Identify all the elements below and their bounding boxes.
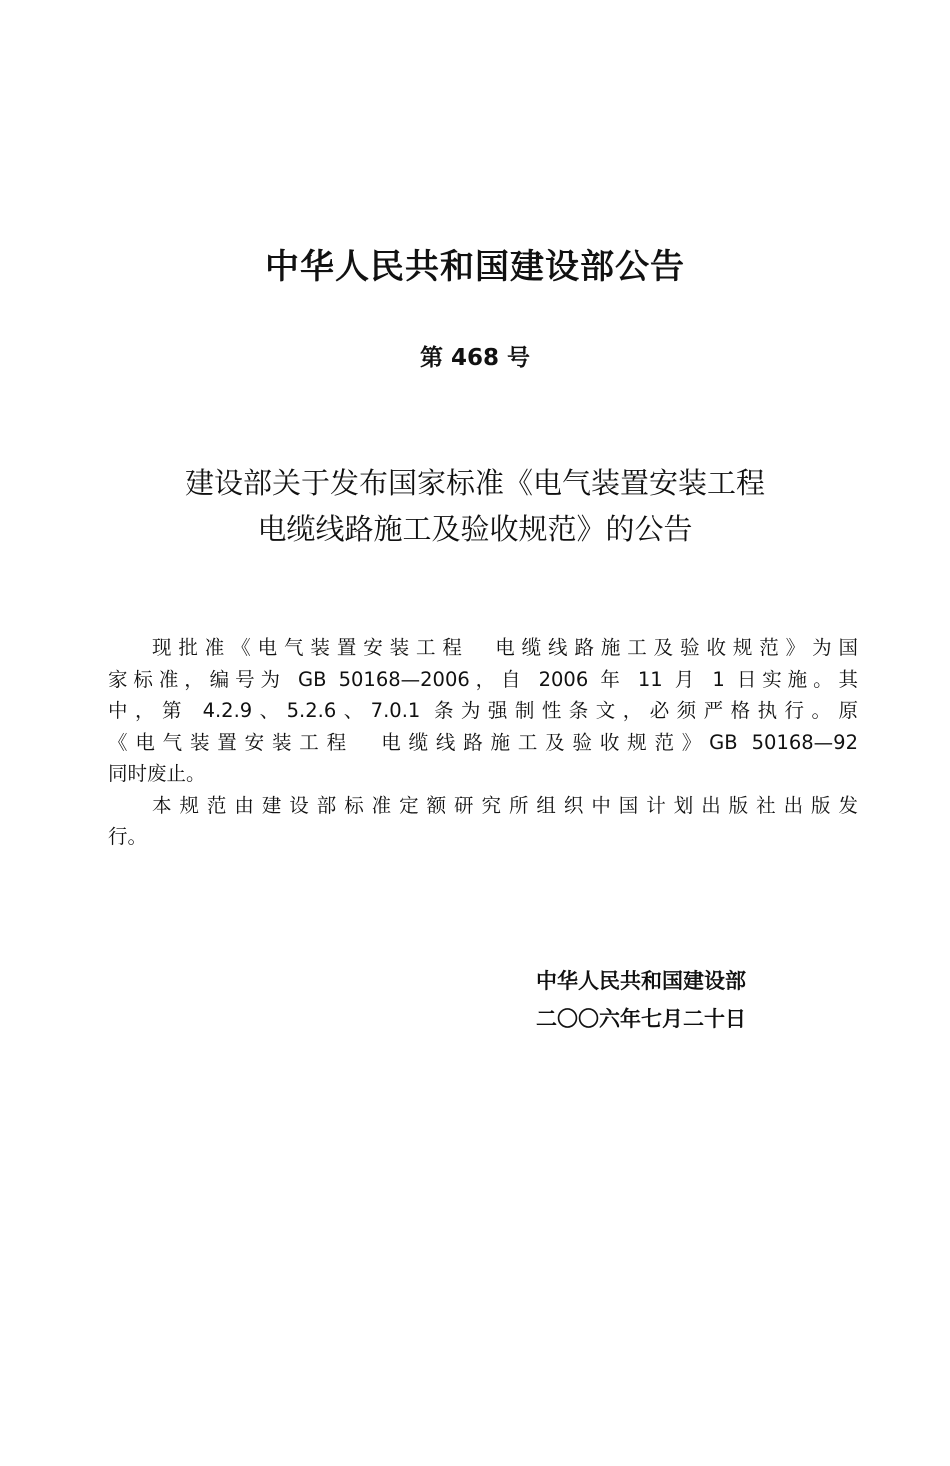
announcement-number: 第 468 号 (419, 345, 531, 371)
body-line: 行。 (108, 825, 148, 848)
body-line: 本规范由建设部标准定额研究所组织中国计划出版社出版发 (152, 793, 858, 817)
subtitle-line: 建设部关于发布国家标准《电气装置安装工程 (184, 466, 765, 500)
issue-date: 二〇〇六年七月二十日 (536, 1007, 746, 1031)
issuer-name: 中华人民共和国建设部 (536, 969, 746, 993)
paragraph-publication (108, 790, 858, 853)
body-line: 中，第 4.2.9、5.2.6、7.0.1 条为强制性条文，必须严格执行。原 (108, 699, 858, 722)
announcement-body (108, 632, 858, 853)
subtitle-line: 电缆线路施工及验收规范》的公告 (257, 512, 693, 546)
paragraph-approval (108, 632, 858, 790)
body-line: 同时废止。 (108, 762, 206, 785)
announcement-subtitle (0, 460, 950, 552)
body-line: 家标准，编号为 GB 50168—2006，自 2006 年 11 月 1 日实施。其 (108, 667, 858, 691)
body-line: 现批准《电气装置安装工程 电缆线路施工及验收规范》为国 (152, 636, 858, 659)
page-title: 中华人民共和国建设部公告 (265, 247, 685, 287)
body-line: 《电气装置安装工程 电缆线路施工及验收规范》GB 50168—92 (108, 730, 858, 754)
signature-block (536, 962, 746, 1038)
